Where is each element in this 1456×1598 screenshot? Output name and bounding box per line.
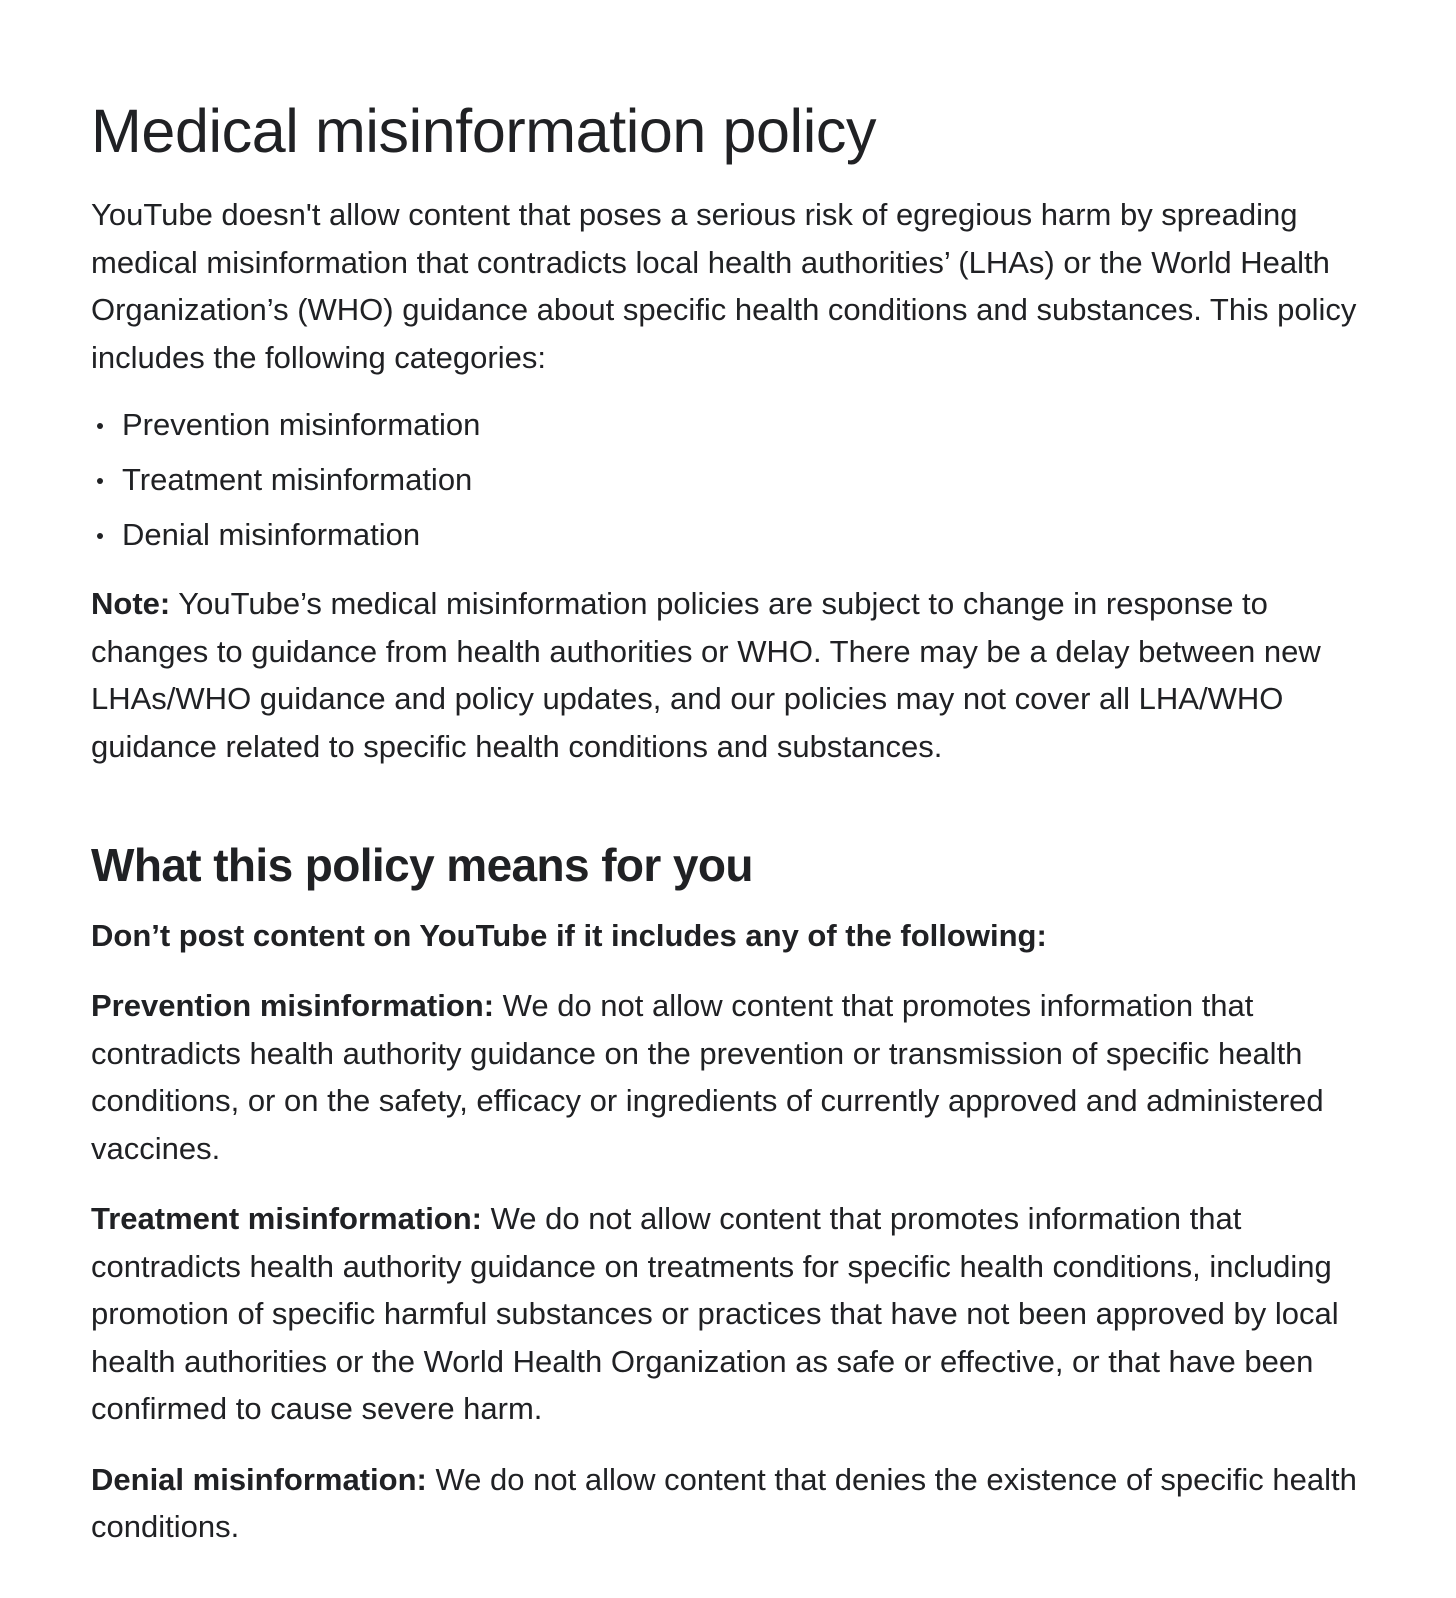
section-heading: What this policy means for you (91, 839, 753, 891)
note-paragraph (91, 580, 1364, 770)
category-label: Denial misinformation (122, 517, 421, 552)
list-item (91, 452, 1364, 507)
policy-item-text: We do not allow content that denies the existence of specific health conditions. (91, 1461, 1357, 1544)
category-list (91, 397, 1364, 562)
policy-item-treatment (91, 1195, 1364, 1433)
list-item (91, 397, 1364, 452)
policy-item-denial (91, 1456, 1364, 1551)
bullet-icon (97, 533, 103, 539)
policy-item-text: We do not allow content that promotes information that contradicts health authority guidance on treatments for specific health conditions, including promotion of specific harmful substances or practices that have not been approved by local health authorities or the World Health Organization as safe or effective, or that have been confirmed to cause severe harm. (91, 1201, 1339, 1426)
policy-item-label: Denial misinformation: (91, 1461, 427, 1497)
policy-item-text: We do not allow content that promotes information that contradicts health authority guidance on the prevention or transmission of specific health conditions, or on the safety, efficacy or ingredients of currently approved and administered vaccines. (91, 988, 1324, 1166)
category-label: Treatment misinformation (122, 462, 473, 497)
bullet-icon (97, 423, 103, 429)
page-title: Medical misinformation policy (91, 97, 877, 165)
note-label: Note: (91, 586, 171, 621)
category-label: Prevention misinformation (122, 407, 481, 442)
policy-item-prevention (91, 982, 1364, 1172)
policy-item-label: Prevention misinformation: (91, 988, 495, 1023)
policy-item-label: Treatment misinformation: (91, 1201, 482, 1236)
list-item (91, 507, 1364, 562)
bullet-icon (97, 478, 103, 484)
section-subheading: Don’t post content on YouTube if it includes any of the following: (91, 918, 1047, 953)
intro-paragraph: YouTube doesn't allow content that poses a serious risk of egregious harm by spreading medical misinformation that contradicts local health authorities’ (LHAs) or the World Health Organization’s (WHO) guidance about specific health conditions and substances. This policy includes the following categories: (91, 197, 1357, 375)
note-text: YouTube’s medical misinformation policies are subject to change in response to changes to guidance from health authorities or WHO. There may be a delay between new LHAs/WHO guidance and policy updates, and our policies may not cover all LHA/WHO guidance related to specific health conditions and substances. (91, 586, 1321, 764)
